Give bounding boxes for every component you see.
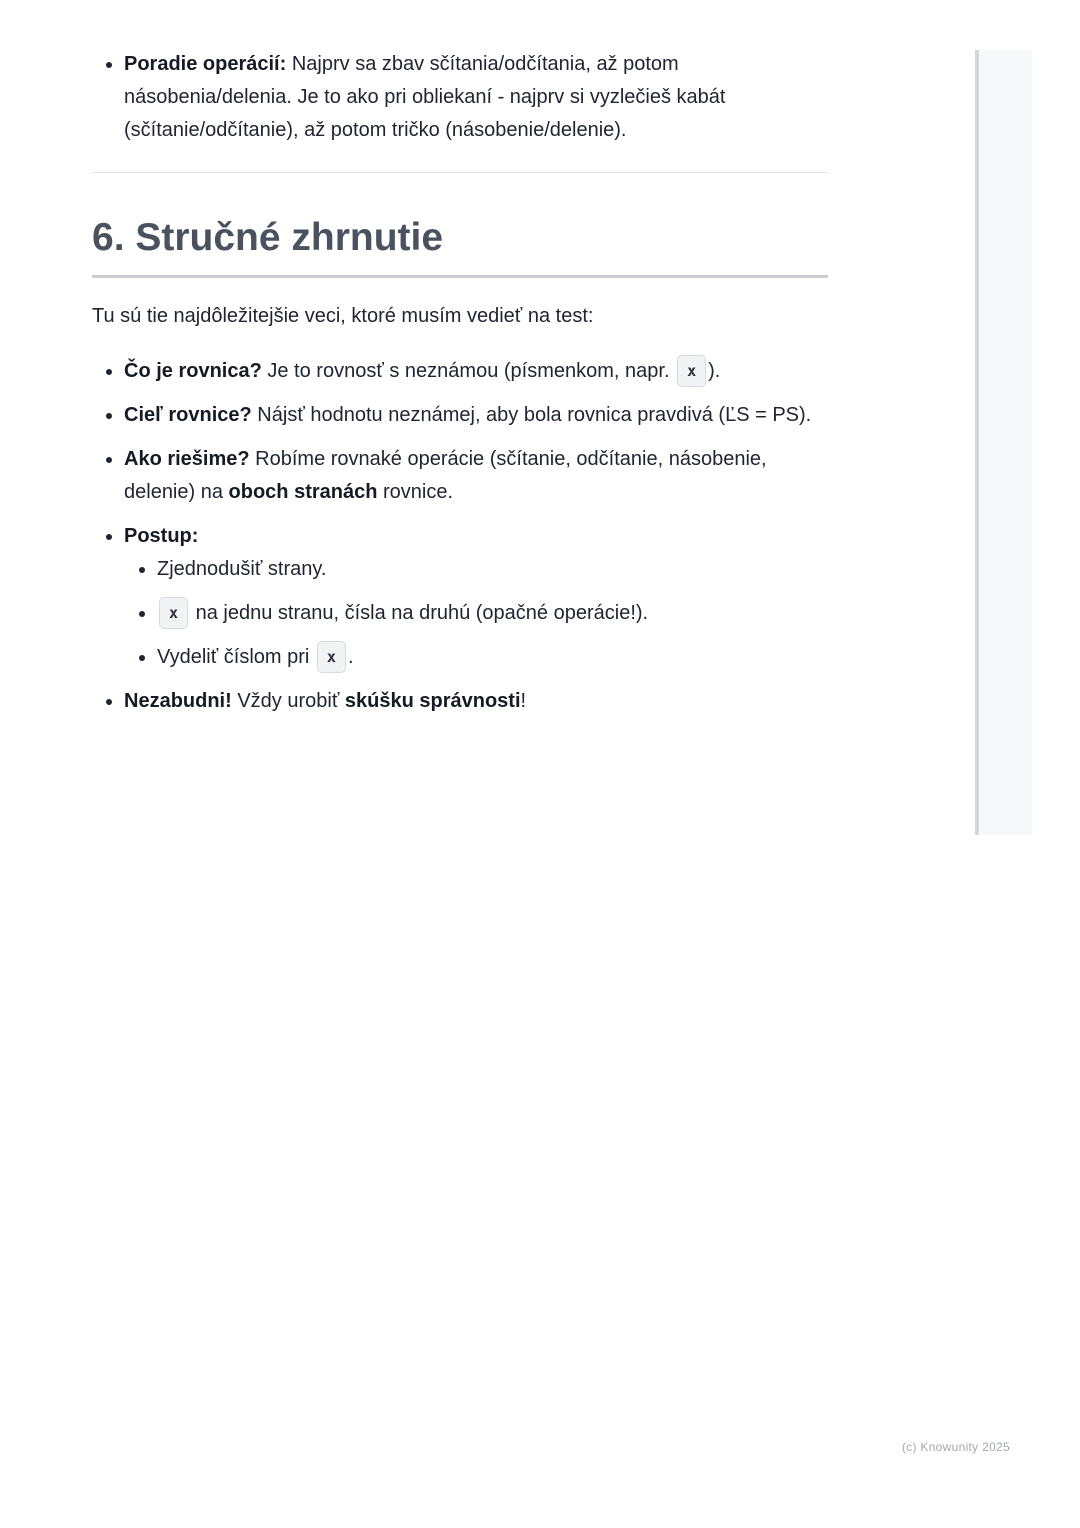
item-text: rovnice. — [377, 481, 454, 503]
item-text: Nájsť hodnotu neznámej, aby bola rovnica pravdivá (ĽS = PS). — [251, 404, 812, 426]
list-item — [124, 355, 828, 388]
list-item — [124, 399, 828, 432]
item-bold-text: skúšku správnosti — [344, 690, 521, 712]
copyright-footer: (c) Knowunity 2025 — [901, 1440, 1010, 1454]
item-bold-text: oboch stranách — [228, 481, 378, 503]
section-heading: 6. Stručné zhrnutie — [92, 213, 828, 278]
step-item — [157, 641, 828, 674]
item-text: Najprv sa zbav sčítania/odčítania, až potom násobenia/delenia. Je to ako pri obliekaní - najprv si vyzlečieš kabát (sčítanie/odčítanie), až potom tričko (násobenie/delenie). — [124, 53, 726, 141]
inline-code: x — [159, 597, 188, 629]
inline-code: x — [317, 641, 346, 673]
item-label: Čo je rovnica? — [124, 360, 262, 382]
item-text: ). — [708, 360, 721, 382]
item-text: Vždy urobiť — [231, 690, 345, 712]
step-item — [157, 597, 828, 630]
step-text: Vydeliť číslom pri — [157, 646, 315, 668]
section-intro: Tu sú tie najdôležitejšie veci, ktoré musím vedieť na test: — [92, 305, 594, 327]
item-text: ! — [520, 690, 527, 712]
steps-list — [124, 553, 828, 674]
operations-order-list — [92, 48, 828, 147]
step-text: . — [347, 646, 354, 668]
item-text: Robíme rovnaké operácie (sčítanie, odčítanie, násobenie, delenie) na — [124, 448, 767, 503]
summary-list — [92, 355, 828, 718]
item-label: Nezabudni! — [124, 690, 232, 712]
list-item — [124, 443, 828, 509]
inline-code: x — [677, 355, 706, 387]
item-label: Cieľ rovnice? — [124, 404, 252, 426]
section-divider — [92, 172, 828, 173]
item-text: Je to rovnosť s neznámou (písmenkom, napr. — [261, 360, 676, 382]
step-text: Zjednodušiť strany. — [157, 558, 327, 580]
side-panel — [975, 50, 1032, 835]
list-item — [124, 520, 828, 674]
list-item — [124, 48, 828, 147]
item-label: Postup: — [124, 525, 199, 547]
item-label: Poradie operácií: — [124, 53, 287, 75]
list-item — [124, 685, 828, 718]
item-label: Ako riešime? — [124, 448, 250, 470]
document-content — [92, 48, 828, 729]
step-item — [157, 553, 828, 586]
step-text: na jednu stranu, čísla na druhú (opačné operácie!). — [190, 602, 649, 624]
